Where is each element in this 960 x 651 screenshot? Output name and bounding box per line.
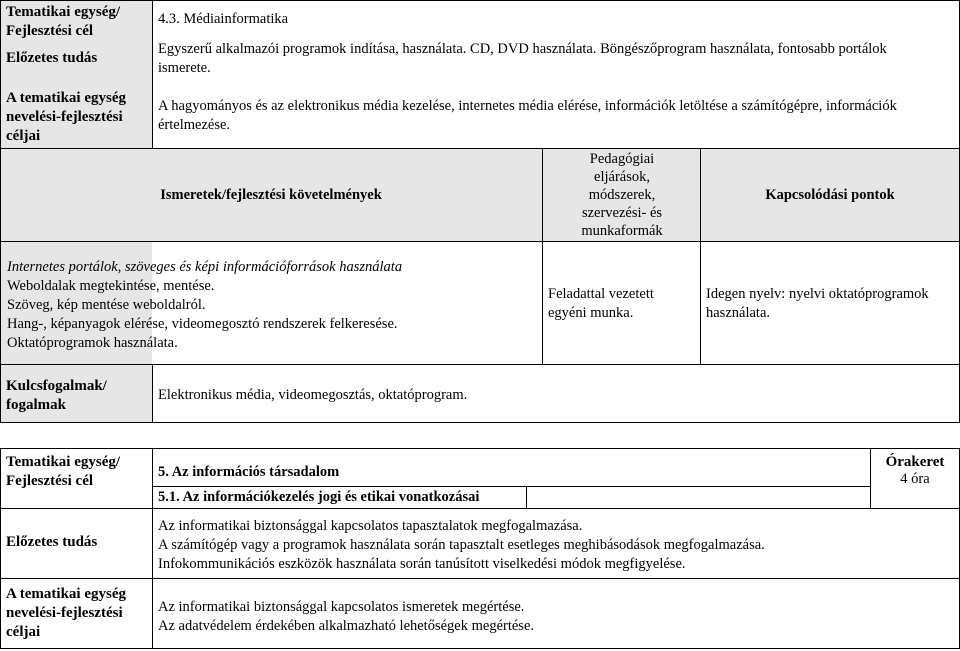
subtopic-title-2: 5.1. Az információkezelés jogi és etikai vonatkozásai	[158, 489, 480, 505]
ismeretek-line: Szöveg, kép mentése weboldalról.	[7, 297, 206, 313]
topic-title: 4.3. Médiainformatika	[158, 11, 289, 27]
divider	[0, 508, 960, 509]
col-header-kapcsolodasi: Kapcsolódási pontok	[765, 186, 895, 203]
divider	[0, 422, 960, 423]
divider	[152, 448, 153, 649]
row-label-tematikai-2: Tematikai egység/ Fejlesztési cél	[6, 454, 121, 489]
ismeretek-line: Hang-, képanyagok elérése, videomegosztó rendszerek felkeresése.	[7, 316, 398, 332]
ismeretek-line: Weboldalak megtekintése, mentése.	[7, 278, 215, 294]
ismeretek-content	[0, 256, 542, 362]
divider	[0, 578, 960, 579]
row-label-celjai-2: A tematikai egység nevelési-fejlesztési céljai	[6, 586, 126, 640]
divider	[0, 448, 1, 649]
divider	[152, 486, 870, 487]
elozetes-text: Egyszerű alkalmazói programok indítása, használata. CD, DVD használata. Böngészőprogram használata, fontosabb portálok ismerete.	[158, 41, 887, 76]
ismeretek-line: Internetes portálok, szöveges és képi információforrások használata	[7, 259, 403, 275]
elozetes-line: A számítógép vagy a programok használata során tapasztalt esetleges meghibásodások megfogalmazása.	[158, 537, 765, 553]
celjai-line: Az adatvédelem érdekében alkalmazható lehetőségek megértése.	[158, 618, 535, 634]
elozetes-line: Infokommunikációs eszközök használata során tanúsított viselkedési módok megfigyelése.	[158, 556, 686, 572]
orakeret-label: Órakeret	[885, 454, 945, 470]
col-header-ismeretek: Ismeretek/fejlesztési követelmények	[160, 186, 382, 203]
row-label-kulcsfogalmak: Kulcsfogalmak/ fogalmak	[6, 378, 107, 413]
row-label-tematikai: Tematikai egység/ Fejlesztési cél	[6, 4, 121, 39]
divider	[526, 486, 527, 508]
divider	[152, 0, 153, 148]
divider	[0, 0, 1, 423]
divider	[0, 241, 960, 242]
divider	[870, 448, 871, 508]
row-label-elozetes: Előzetes tudás	[6, 50, 98, 66]
divider	[0, 448, 960, 449]
celjai-content-2	[152, 594, 960, 636]
pedagogiai-content: Feladattal vezetett egyéni munka.	[548, 286, 654, 321]
elozetes-content-2	[152, 513, 960, 575]
kulcsfogalmak-text: Elektronikus média, videomegosztás, oktatóprogram.	[158, 387, 468, 403]
divider	[0, 148, 960, 149]
celjai-line: Az informatikai biztonsággal kapcsolatos ismeretek megértése.	[158, 599, 525, 615]
divider	[700, 148, 701, 364]
col-header-pedagogiai: Pedagógiai eljárások, módszerek, szervezési- és munkaformák	[581, 150, 663, 239]
elozetes-line: Az informatikai biztonsággal kapcsolatos tapasztalatok megfogalmazása.	[158, 518, 583, 534]
celjai-text: A hagyományos és az elektronikus média kezelése, internetes média elérése, információk letöltése a számítógépre, információk értelmezése.	[158, 98, 897, 133]
topic-title-2: 5. Az információs társadalom	[158, 464, 340, 480]
kapcsolodasi-content: Idegen nyelv: nyelvi oktatóprogramok használata.	[706, 286, 929, 321]
orakeret-value: 4 óra	[900, 471, 930, 487]
divider	[0, 364, 960, 365]
divider	[0, 648, 960, 649]
ismeretek-line: Oktatóprogramok használata.	[7, 335, 178, 351]
row-label-celjai: A tematikai egység nevelési-fejlesztési céljai	[6, 90, 126, 144]
divider	[0, 0, 960, 1]
divider	[542, 148, 543, 364]
row-label-elozetes-2: Előzetes tudás	[6, 534, 98, 550]
divider	[152, 364, 153, 422]
